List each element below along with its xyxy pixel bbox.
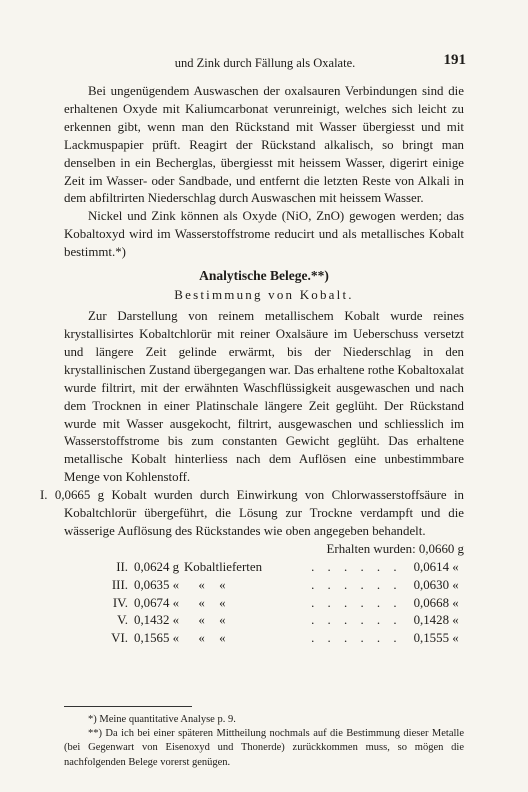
experiment-item-1-result-line	[64, 541, 464, 559]
row-weight: 0,1565 «	[134, 631, 180, 646]
footnote-2: **) Da ich bei einer späteren Mittheilung nochmals auf die Bestimmung dieser Metalle (bei Gegenwart von Eisenoxyd und Thonerde) zurückkommen muss, so mögen die nachfolgenden Belege vorerst genügen.	[64, 728, 464, 768]
row-label: IV.	[112, 595, 128, 610]
paragraph-weighing: Nickel und Zink können als Oxyde (NiO, ZnO) gewogen werden; das Kobaltoxyd wird im Wasserstoffstrome reducirt und als metallisches Kobalt bestimmt.*)	[64, 209, 464, 260]
row-label: VI.	[111, 631, 128, 646]
row-weight: 0,1432 «	[134, 613, 180, 628]
section-subheading: Bestimmung von Kobalt.	[174, 287, 354, 303]
footnote-1: *) Meine quantitative Analyse p. 9.	[88, 714, 236, 725]
row-leader-dots: . . . . . .	[311, 577, 402, 592]
row-weight: 0,0635 «	[134, 577, 180, 592]
row-verb: «	[219, 595, 226, 610]
running-head: und Zink durch Fällung als Oxalate.	[174, 56, 356, 70]
paragraph-preparation: Zur Darstellung von reinem metallischem Kobalt wurde reines krystallisirtes Kobaltchlorür mit reiner Oxalsäure im Ueberschuss versetzt und längere Zeit gelinde erwärmt, bis der Niederschlag in den krystallinischen Zustand übergegangen war. Das erhaltene rothe Kobaltoxalat wurde filtrirt, mit der erwähnten Waschflüssigkeit ausgewaschen und nach dem Trocknen in einer Platinschale längere Zeit geglüht. Der Rückstand wurde mit Wasser ausgekocht, filtrirt, ausgewaschen und schliesslich im Wasserstoffstrome bis zum constanten Gewicht geglüht. Das erhaltene metallische Kobalt hinterliess nach dem Auflösen eine unbestimmbare Menge von Kohlenstoff.	[64, 309, 464, 485]
row-leader-dots: . . . . . .	[311, 613, 402, 628]
row-result: 0,0614 «	[413, 559, 459, 574]
footnotes	[64, 713, 464, 770]
row-label: III.	[111, 577, 128, 592]
row-result: 0,1555 «	[413, 631, 459, 646]
results-row	[64, 595, 464, 613]
results-row	[64, 612, 464, 630]
row-verb: «	[219, 631, 226, 646]
section-heading: Analytische Belege.**)	[199, 268, 329, 284]
row-substance: «	[198, 631, 205, 646]
footnote-rule	[64, 706, 192, 707]
row-substance: «	[198, 577, 205, 592]
row-substance: Kobalt	[184, 559, 220, 574]
row-leader-dots: . . . . . .	[311, 559, 402, 574]
row-label: V.	[117, 613, 128, 628]
experiment-item-1: I. 0,0665 g Kobalt wurden durch Einwirkung von Chlorwasserstoffsäure in Kobaltchlorür übergeführt, die Lösung zur Trockne verdampft und die wässerige Auflösung des Rückstandes wie oben angegeben behandelt.	[40, 488, 464, 538]
row-verb: «	[219, 577, 226, 592]
row-result: 0,0630 «	[413, 577, 459, 592]
main-text	[40, 83, 464, 648]
page-header	[64, 52, 466, 72]
row-leader-dots: . . . . . .	[311, 631, 402, 646]
page-number: 191	[443, 52, 466, 68]
row-verb: lieferten	[219, 559, 263, 574]
row-label: II.	[116, 559, 128, 574]
paragraph-washing: Bei ungenügendem Auswaschen der oxalsauren Verbindungen sind die erhaltenen Oxyde mit Kaliumcarbonat verunreinigt, welches sich leicht zu erkennen gibt, wenn man den Rückstand mit Wasser übergiesst und mit Lackmuspapier prüft. Reagirt der Rückstand alkalisch, so bringt man denselben in ein Becherglas, übergiesst mit heissem Wasser, digerirt einige Zeit im Wasser- oder Sandbade, und entfernt die letzten Reste von Alkali in dem abfiltrirten Niederschlag durch Auswaschen mit heissem Wasser.	[64, 84, 464, 206]
results-row	[64, 630, 464, 648]
results-row	[64, 559, 464, 577]
row-weight: 0,0674 «	[134, 595, 180, 610]
results-table	[64, 559, 464, 649]
row-result: 0,0668 «	[413, 595, 459, 610]
row-substance: «	[198, 613, 205, 628]
row-verb: «	[219, 613, 226, 628]
results-row	[64, 577, 464, 595]
row-result: 0,1428 «	[413, 613, 459, 628]
row-substance: «	[198, 595, 205, 610]
experiment-item-1-result: Erhalten wurden: 0,0660 g	[326, 541, 464, 556]
row-leader-dots: . . . . . .	[311, 595, 402, 610]
row-weight: 0,0624 g	[134, 559, 180, 574]
